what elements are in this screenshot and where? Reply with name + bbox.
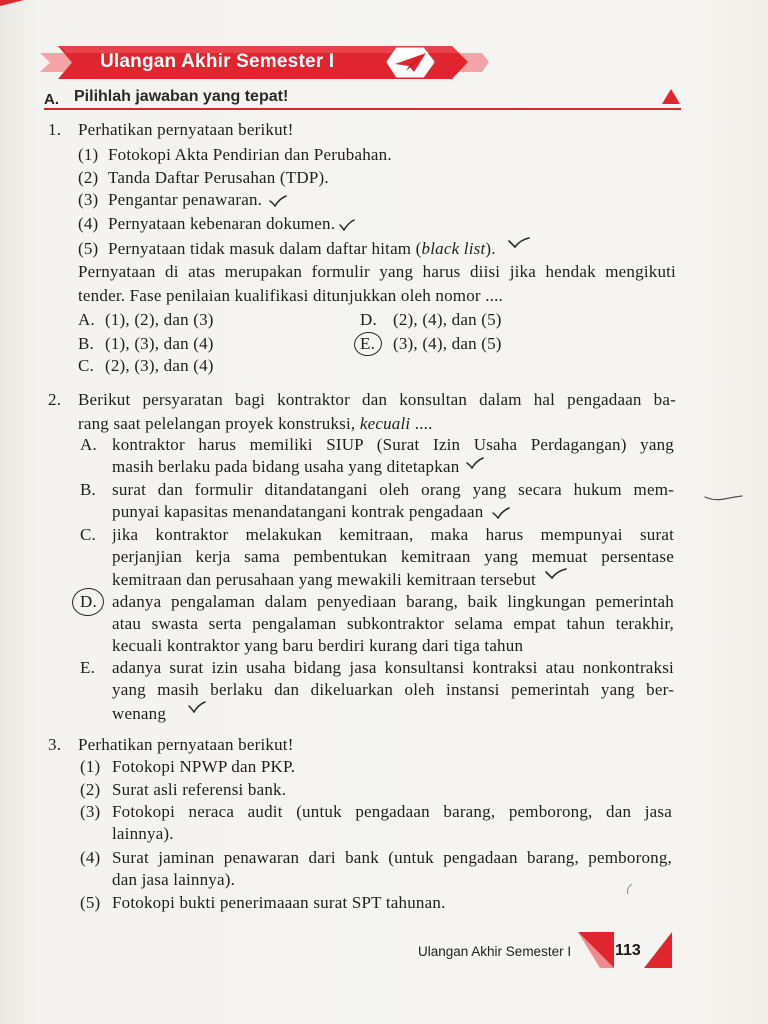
hand-drawn-circle [352, 330, 383, 358]
option-line: jika kontraktor melakukan kemitraan, maka harus mempunyai surat [112, 525, 674, 544]
prompt-tail: .... [414, 414, 433, 433]
statement-number: (2) [78, 168, 99, 187]
option-letter: C. [78, 356, 94, 375]
handwritten-check-icon [508, 237, 530, 249]
section-divider [44, 108, 681, 110]
handwritten-check-icon [492, 507, 510, 519]
question-stem-line: Pernyataan di atas merupakan formulir yang harus diisi jika hendak mengikuti [78, 262, 676, 281]
option-letter: C. [80, 525, 96, 544]
statement-item [78, 167, 329, 189]
option-line-end [112, 501, 510, 523]
option-line-end [112, 568, 567, 591]
option-line: kemitraan dan perusahaan yang mewakili kemitraan tersebut [112, 570, 536, 589]
statement-number: (5) [80, 893, 101, 912]
question-prompt: Perhatikan pernyataan berikut! [78, 735, 294, 754]
statement-item [78, 237, 530, 260]
handwritten-check-icon [188, 701, 206, 713]
footer-right-triangle [644, 932, 672, 968]
corner-mark [0, 0, 24, 6]
option-line: kontraktor harus memiliki SIUP (Surat Izin Usaha Perdagangan) yang [112, 435, 674, 454]
option-text: (1), (2), dan (3) [105, 310, 214, 329]
pencil-dot-mark [628, 884, 633, 894]
option-text: (3), (4), dan (5) [393, 334, 502, 353]
statement-number: (3) [78, 190, 99, 209]
question-prompt-line: Berikut persyaratan bagi kontraktor dan konsultan dalam hal pengadaan ba- [78, 390, 676, 409]
option-line: surat dan formulir ditandatangani oleh orang yang secara hukum mem- [112, 480, 674, 499]
question-number: 3. [48, 735, 62, 754]
statement-text: Fotokopi neraca audit (untuk pengadaan barang, pemborong, dan jasa [112, 802, 672, 821]
statement-number: (3) [80, 802, 101, 821]
statement-text: Fotokopi NPWP dan PKP. [112, 757, 296, 776]
paper-plane-icon [388, 49, 433, 76]
page-number: 113 [615, 942, 641, 959]
answer-option [360, 309, 502, 331]
prompt-italic-term: kecuali [359, 414, 411, 433]
statement-item [78, 189, 287, 211]
option-line-end [112, 456, 484, 478]
section-instruction: Pilihlah jawaban yang tepat! [74, 88, 289, 105]
statement-number: (1) [80, 757, 101, 776]
footer-label: Ulangan Akhir Semester I [418, 944, 572, 959]
statement-number: (2) [80, 780, 101, 799]
option-text: (2), (4), dan (5) [393, 310, 502, 329]
option-letter: D. [360, 310, 377, 329]
option-letter: E. [360, 334, 376, 353]
statement-number: (1) [78, 145, 99, 164]
section-letter: A. [44, 91, 59, 108]
statement-item [78, 213, 355, 235]
option-line: punyai kapasitas menandatangani kontrak pengadaan [112, 502, 484, 521]
banner-title: Ulangan Akhir Semester I [100, 51, 335, 72]
statement-text: Fotokopi Akta Pendirian dan Perubahan. [108, 145, 392, 164]
question-prompt: Perhatikan pernyataan berikut! [78, 120, 294, 139]
statement-text: Surat asli referensi bank. [112, 780, 287, 799]
option-letter: D. [80, 592, 97, 611]
handwritten-check-icon [466, 457, 484, 469]
statement-text: Surat jaminan penawaran dari bank (untuk pengadaan barang, pemborong, [112, 848, 672, 867]
answer-option [78, 355, 214, 377]
option-letter: B. [78, 334, 94, 353]
option-line: yang masih berlaku dan dikeluarkan oleh instansi pemerintah yang ber- [112, 680, 674, 699]
option-line: kecuali kontraktor yang baru berdiri kurang dari tiga tahun [112, 636, 524, 655]
answer-option [78, 309, 214, 331]
statement-text: Pernyataan tidak masuk dalam daftar hitam ( [108, 239, 422, 258]
option-line-end [112, 701, 206, 725]
statement-number: (4) [80, 848, 101, 867]
question-number: 1. [48, 120, 62, 139]
statement-text: dan jasa lainnya). [112, 870, 236, 889]
statement-text-end: ). [485, 239, 496, 258]
statement-number: (5) [78, 239, 99, 258]
statement-text: Tanda Daftar Perusahan (TDP). [108, 168, 329, 187]
option-letter: B. [80, 480, 96, 499]
option-line: adanya surat izin usaha bidang jasa konsultansi kontraksi atau nonkontraksi [112, 658, 674, 677]
option-letter: A. [80, 435, 97, 454]
option-line: masih berlaku pada bidang usaha yang ditetapkan [112, 457, 460, 476]
pencil-squiggle [705, 496, 742, 500]
triangle-icon [662, 89, 680, 104]
option-line: wenang [112, 704, 167, 723]
option-text: (2), (3), dan (4) [105, 356, 214, 375]
handwritten-check-icon [269, 195, 287, 207]
statement-italic-term: black list [421, 239, 486, 258]
statement-text: Pernyataan kebenaran dokumen. [108, 214, 336, 233]
statement-text: Pengantar penawaran. [108, 190, 263, 209]
answer-option [78, 333, 214, 355]
hand-drawn-circle [71, 586, 106, 617]
handwritten-check-icon [545, 568, 567, 580]
option-text: (1), (3), dan (4) [105, 334, 214, 353]
prompt-text: rang saat pelelangan proyek konstruksi, [78, 414, 356, 433]
question-prompt-line [78, 413, 433, 435]
statement-item [78, 144, 392, 166]
statement-text: Fotokopi bukti penerimaaan surat SPT tahunan. [112, 893, 446, 912]
option-line: atau swasta serta pengalaman subkontraktor selama empat tahun terakhir, [112, 614, 674, 633]
question-number: 2. [48, 390, 62, 409]
option-letter: E. [80, 658, 96, 677]
statement-text: lainnya). [112, 824, 174, 843]
option-line: adanya pengalaman dalam penyediaan barang, baik lingkungan pemerintah [112, 592, 674, 611]
option-line: perjanjian kerja sama pembentukan kemitraan yang memuat persentase [112, 547, 674, 566]
option-letter: A. [78, 310, 95, 329]
answer-option-selected [360, 333, 502, 355]
statement-number: (4) [78, 214, 99, 233]
option-letter-selected [80, 591, 97, 613]
question-stem-line: tender. Fase penilaian kualifikasi ditunjukkan oleh nomor .... [78, 286, 504, 305]
handwritten-check-icon [339, 219, 355, 231]
